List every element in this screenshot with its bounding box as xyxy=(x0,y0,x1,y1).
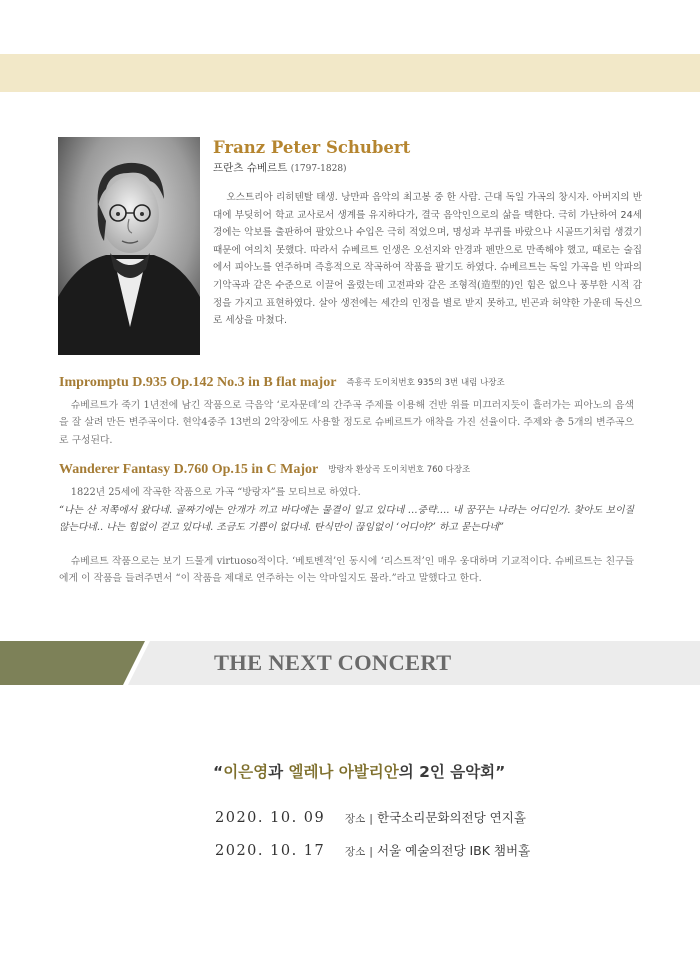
schedule-divider: | xyxy=(369,845,374,858)
concert-performer-2: 엘레나 아발리안 xyxy=(288,763,399,781)
top-decorative-band xyxy=(0,54,700,92)
composer-name-kr-text: 프란츠 슈베르트 xyxy=(213,162,288,174)
concert-title-close: 의 2인 음악회” xyxy=(398,763,506,781)
concert-performer-1: 이은영 xyxy=(223,763,269,781)
work-description-impromptu: 슈베르트가 죽기 1년전에 남긴 작품으로 극음악 ‘로자문데’의 간주곡 주제를 이용해 건반 위를 미끄러지듯이 흘러가는 피아노의 음색을 잘 살려 만든 변주곡이다. 현악4중주 13번의 2악장에도 사용할 정도로 슈베르트가 애착을 가진 선율이다. 주제와 총 5개의 변주곡으로 구성된다. xyxy=(59,400,634,446)
work-subtitle-wanderer: 방랑자 환상곡 도이치번호 760 다장조 xyxy=(328,465,471,475)
work-title-wanderer xyxy=(59,462,470,478)
work-title-wanderer-text: Wanderer Fantasy D.760 Op.15 in C Major xyxy=(59,462,319,477)
next-concert-heading: THE NEXT CONCERT xyxy=(214,650,452,675)
composer-name-kr xyxy=(213,160,347,175)
schedule-venue: 서울 예술의전당 IBK 챔버홀 xyxy=(377,843,531,858)
work-quote-wanderer: “나는 산 저쪽에서 왔다네. 골짜기에는 안개가 끼고 바다에는 물결이 일고 있다네 …중략…. 내 꿈꾸는 나라는 어디인가. 찾아도 보이질 않는다네.. 나는 힘없이 걷고 있다네. 조금도 기쁨이 없다네. 탄식만이 끊임없이 ‘어디야?’ 하고 묻는다네” xyxy=(59,505,634,534)
work-outro-wanderer: 슈베르트 작품으로는 보기 드물게 virtuoso적이다. ‘베토벤적’인 동시에 ‘리스트적’인 매우 웅대하며 기교적이다. 슈베르트는 친구들에게 이 작품을 들려주면서 “이 작품을 제대로 연주하는 이는 악마일지도 몰라.”라고 말했다고 한다. xyxy=(59,556,634,585)
schedule-divider: | xyxy=(369,812,374,825)
schedule-venue-label: 장소 xyxy=(345,846,366,858)
work-intro-wanderer: 1822년 25세에 작곡한 작품으로 가곡 “방랑자”를 모티브로 하였다. xyxy=(70,487,361,498)
concert-title-open: “ xyxy=(213,763,224,781)
composer-bio: 오스트리아 리히텐탈 태생. 낭만파 음악의 최고봉 중 한 사람. 근대 독일 가곡의 창시자. 아버지의 반대에 부딪히어 학교 교사로서 생계를 유지하다가, 결국 음악인으로의 삶을 택한다. 극히 가난하여 24세경에는 악보를 출판하여 팔았으나 수입은 극히 적었으며, 명성과 부귀를 바랐으나 시골뜨기처럼 생겼기 때문에 여의치 못했다. 따라서 슈베르트 인생은 오선지와 안경과 펜만으로 만족해야 했고, 때로는 술집에서 피아노를 연주하며 즉흥적으로 작곡하여 작품을 팔기도 하였다. 슈베르트는 독일 가곡을 빈 악파의 기악곡과 같은 수준으로 이끌어 올렸는데 고전파와 같은 조형적(造型的)인 힘은 없으나 풍부한 시적 감정을 가지고 표현하였다. 살아 생전에는 세간의 인정을 별로 받지 못하고, 빈곤과 허약한 가운데 독신으로 세상을 마쳤다. xyxy=(213,192,642,327)
schedule-row xyxy=(215,807,526,826)
schedule-row xyxy=(215,840,530,859)
schedule-date: 2020. 10. 09 xyxy=(215,810,326,826)
composer-name-en: Franz Peter Schubert xyxy=(213,138,411,157)
composer-dates: (1797-1828) xyxy=(290,164,347,174)
composer-portrait xyxy=(58,137,200,355)
schedule-venue: 한국소리문화의전당 연지홀 xyxy=(377,810,526,825)
work-subtitle-impromptu: 즉흥곡 도이치번호 935의 3번 내림 나장조 xyxy=(346,378,505,388)
concert-title-joiner: 과 xyxy=(268,763,289,781)
work-title-impromptu xyxy=(59,375,505,391)
concert-title xyxy=(213,760,505,782)
schedule-date: 2020. 10. 17 xyxy=(215,843,326,859)
schedule-venue-label: 장소 xyxy=(345,813,366,825)
work-title-impromptu-text: Impromptu D.935 Op.142 No.3 in B flat major xyxy=(59,375,337,390)
